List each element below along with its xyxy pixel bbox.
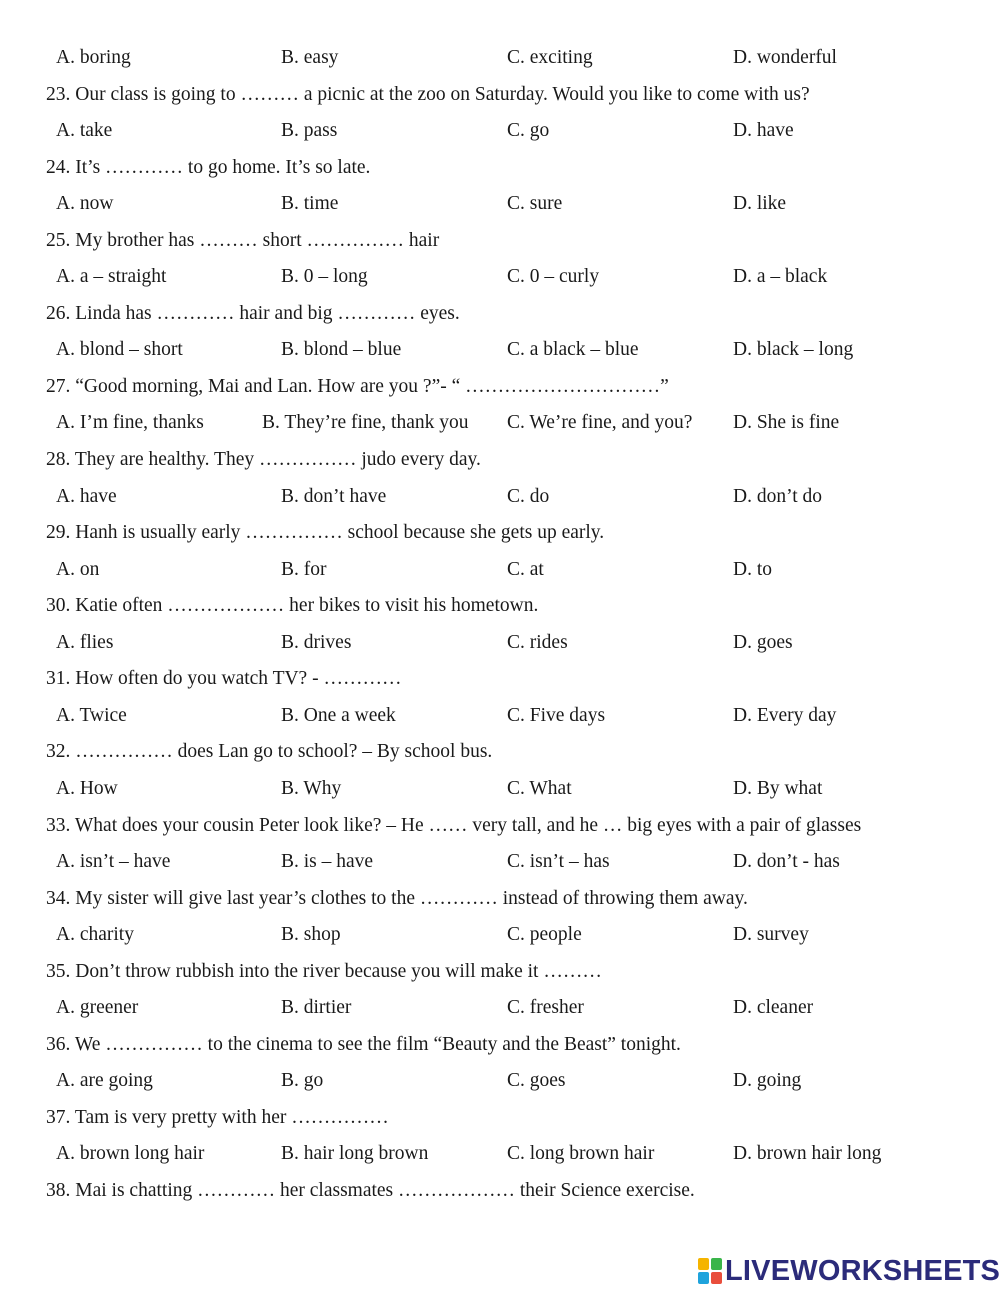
option-c[interactable]: C. Five days bbox=[507, 705, 606, 726]
option-a[interactable]: A. flies bbox=[56, 632, 114, 653]
option-row-26 bbox=[0, 338, 1000, 362]
option-c[interactable]: C. rides bbox=[507, 632, 568, 653]
question-32: 32. …………… does Lan go to school? – By school bus. bbox=[46, 741, 493, 762]
option-b[interactable]: B. for bbox=[281, 559, 327, 580]
option-d[interactable]: D. don’t do bbox=[733, 486, 823, 507]
option-row-22 bbox=[0, 46, 1000, 70]
option-d[interactable]: D. brown hair long bbox=[733, 1143, 882, 1164]
option-a[interactable]: A. I’m fine, thanks bbox=[56, 412, 204, 433]
liveworksheets-logo[interactable] bbox=[698, 1255, 1000, 1287]
logo-square-icon bbox=[698, 1258, 709, 1270]
option-b[interactable]: B. time bbox=[281, 193, 339, 214]
option-b[interactable]: B. 0 – long bbox=[281, 266, 368, 287]
option-d[interactable]: D. black – long bbox=[733, 339, 854, 360]
option-a[interactable]: A. greener bbox=[56, 997, 139, 1018]
logo-square-icon bbox=[698, 1272, 709, 1284]
option-d[interactable]: D. cleaner bbox=[733, 997, 814, 1018]
option-b[interactable]: B. blond – blue bbox=[281, 339, 402, 360]
option-d[interactable]: D. a – black bbox=[733, 266, 828, 287]
option-c[interactable]: C. do bbox=[507, 486, 550, 507]
option-d[interactable]: D. She is fine bbox=[733, 412, 840, 433]
option-c[interactable]: C. fresher bbox=[507, 997, 584, 1018]
question-27: 27. “Good morning, Mai and Lan. How are you ?”- “ …………………………” bbox=[46, 376, 669, 397]
option-c[interactable]: C. isn’t – has bbox=[507, 851, 610, 872]
option-d[interactable]: D. wonderful bbox=[733, 47, 837, 68]
option-c[interactable]: C. sure bbox=[507, 193, 563, 214]
question-36: 36. We …………… to the cinema to see the film “Beauty and the Beast” tonight. bbox=[46, 1034, 681, 1055]
option-c[interactable]: C. 0 – curly bbox=[507, 266, 600, 287]
option-d[interactable]: D. to bbox=[733, 559, 772, 580]
question-38: 38. Mai is chatting ………… her classmates ……………… their Science exercise. bbox=[46, 1180, 695, 1201]
option-a[interactable]: A. a – straight bbox=[56, 266, 167, 287]
option-b[interactable]: B. dirtier bbox=[281, 997, 352, 1018]
question-30: 30. Katie often ……………… her bikes to visit his hometown. bbox=[46, 595, 539, 616]
option-b[interactable]: B. is – have bbox=[281, 851, 374, 872]
option-a[interactable]: A. isn’t – have bbox=[56, 851, 171, 872]
option-d[interactable]: D. like bbox=[733, 193, 787, 214]
question-31: 31. How often do you watch TV? - ………… bbox=[46, 668, 402, 689]
option-c[interactable]: C. at bbox=[507, 559, 544, 580]
option-d[interactable]: D. goes bbox=[733, 632, 793, 653]
option-row-36 bbox=[0, 1069, 1000, 1093]
question-33: 33. What does your cousin Peter look like? – He …… very tall, and he … big eyes with a pair of glasses bbox=[46, 815, 862, 836]
option-c[interactable]: C. exciting bbox=[507, 47, 593, 68]
option-d[interactable]: D. don’t - has bbox=[733, 851, 840, 872]
option-a[interactable]: A. blond – short bbox=[56, 339, 183, 360]
option-c[interactable]: C. goes bbox=[507, 1070, 566, 1091]
option-b[interactable]: B. don’t have bbox=[281, 486, 387, 507]
option-d[interactable]: D. survey bbox=[733, 924, 809, 945]
question-25: 25. My brother has ……… short …………… hair bbox=[46, 230, 440, 251]
option-row-30 bbox=[0, 631, 1000, 655]
question-35: 35. Don’t throw rubbish into the river because you will make it ……… bbox=[46, 961, 602, 982]
option-a[interactable]: A. are going bbox=[56, 1070, 153, 1091]
option-b[interactable]: B. shop bbox=[281, 924, 341, 945]
option-d[interactable]: D. going bbox=[733, 1070, 802, 1091]
option-a[interactable]: A. now bbox=[56, 193, 114, 214]
option-b[interactable]: B. hair long brown bbox=[281, 1143, 429, 1164]
option-a[interactable]: A. Twice bbox=[56, 705, 127, 726]
option-c[interactable]: C. We’re fine, and you? bbox=[507, 412, 693, 433]
option-row-31 bbox=[0, 704, 1000, 728]
option-a[interactable]: A. on bbox=[56, 559, 100, 580]
option-b[interactable]: B. pass bbox=[281, 120, 338, 141]
logo-square-icon bbox=[711, 1258, 722, 1270]
option-a[interactable]: A. boring bbox=[56, 47, 131, 68]
option-b[interactable]: B. One a week bbox=[281, 705, 396, 726]
option-c[interactable]: C. long brown hair bbox=[507, 1143, 655, 1164]
question-26: 26. Linda has ………… hair and big ………… eyes. bbox=[46, 303, 460, 324]
option-a[interactable]: A. have bbox=[56, 486, 117, 507]
option-a[interactable]: A. brown long hair bbox=[56, 1143, 205, 1164]
option-d[interactable]: D. By what bbox=[733, 778, 823, 799]
option-row-37 bbox=[0, 1142, 1000, 1166]
logo-square-icon bbox=[711, 1272, 722, 1284]
option-row-24 bbox=[0, 192, 1000, 216]
question-24: 24. It’s ………… to go home. It’s so late. bbox=[46, 157, 371, 178]
option-a[interactable]: A. How bbox=[56, 778, 118, 799]
question-23: 23. Our class is going to ……… a picnic at the zoo on Saturday. Would you like to come with us? bbox=[46, 84, 810, 105]
question-29: 29. Hanh is usually early …………… school because she gets up early. bbox=[46, 522, 605, 543]
question-37: 37. Tam is very pretty with her …………… bbox=[46, 1107, 389, 1128]
option-b[interactable]: B. drives bbox=[281, 632, 352, 653]
option-b[interactable]: B. go bbox=[281, 1070, 324, 1091]
option-row-34 bbox=[0, 923, 1000, 947]
option-b[interactable]: B. They’re fine, thank you bbox=[262, 412, 469, 433]
option-c[interactable]: C. people bbox=[507, 924, 582, 945]
option-d[interactable]: D. Every day bbox=[733, 705, 837, 726]
logo-grid-icon bbox=[698, 1258, 722, 1284]
option-row-29 bbox=[0, 558, 1000, 582]
option-c[interactable]: C. a black – blue bbox=[507, 339, 639, 360]
option-row-32 bbox=[0, 777, 1000, 801]
option-row-35 bbox=[0, 996, 1000, 1020]
option-b[interactable]: B. Why bbox=[281, 778, 342, 799]
option-row-27 bbox=[0, 411, 1000, 435]
option-row-28 bbox=[0, 485, 1000, 509]
question-28: 28. They are healthy. They …………… judo every day. bbox=[46, 449, 481, 470]
question-34: 34. My sister will give last year’s clothes to the ………… instead of throwing them away. bbox=[46, 888, 748, 909]
option-row-23 bbox=[0, 119, 1000, 143]
option-c[interactable]: C. What bbox=[507, 778, 572, 799]
option-row-33 bbox=[0, 850, 1000, 874]
option-c[interactable]: C. go bbox=[507, 120, 550, 141]
option-row-25 bbox=[0, 265, 1000, 289]
option-d[interactable]: D. have bbox=[733, 120, 794, 141]
option-b[interactable]: B. easy bbox=[281, 47, 339, 68]
option-a[interactable]: A. take bbox=[56, 120, 113, 141]
option-a[interactable]: A. charity bbox=[56, 924, 134, 945]
logo-text: LIVEWORKSHEETS bbox=[725, 1255, 1000, 1287]
